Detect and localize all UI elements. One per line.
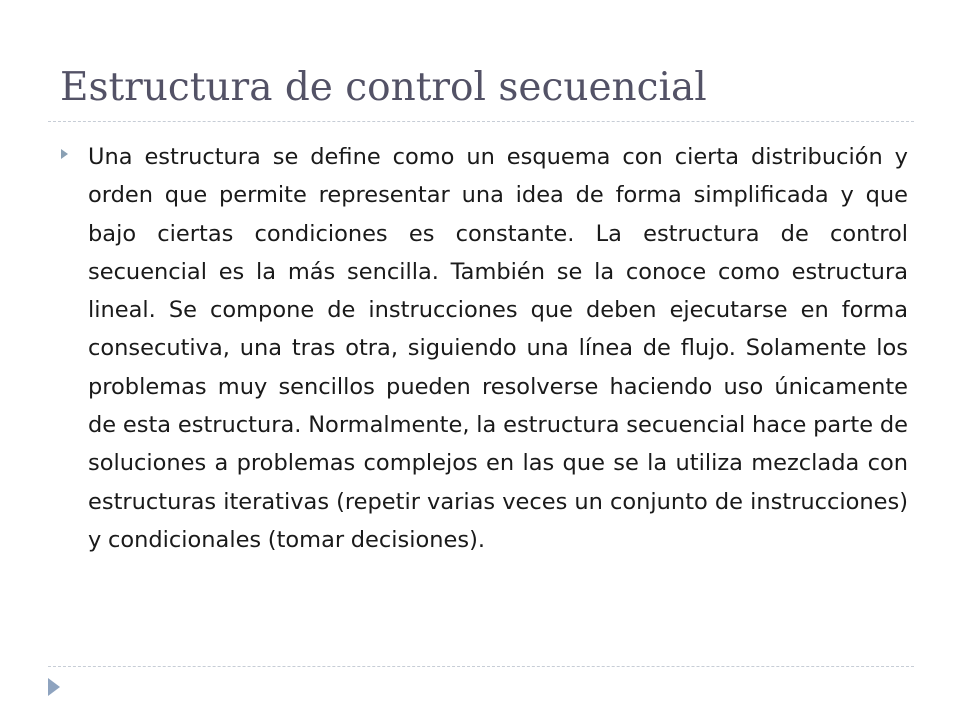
triangle-bullet-icon <box>61 149 68 159</box>
bullet-text: Una estructura se define como un esquema con cierta distribución y orden que permite representar una idea de forma simplificada y que bajo ciertas condiciones es constante. La estructura de control secuencial es la más sencilla. También se la conoce como estructura lineal. Se compone de instrucciones que deben ejecutarse en forma consecutiva, una tras otra, siguiendo una línea de flujo. Solamente los problemas muy sencillos pueden resolverse haciendo uso únicamente de esta estructura. Normalmente, la estructura secuencial hace parte de soluciones a problemas complejos en las que se la utiliza mezclada con estructuras iterativas (repetir varias veces un conjunto de instrucciones) y condicionales (tomar decisiones). <box>88 144 908 553</box>
play-triangle-icon[interactable] <box>48 678 60 696</box>
slide-title: Estructura de control secuencial <box>60 65 707 110</box>
title-divider <box>48 121 914 122</box>
footer-divider <box>48 666 914 667</box>
